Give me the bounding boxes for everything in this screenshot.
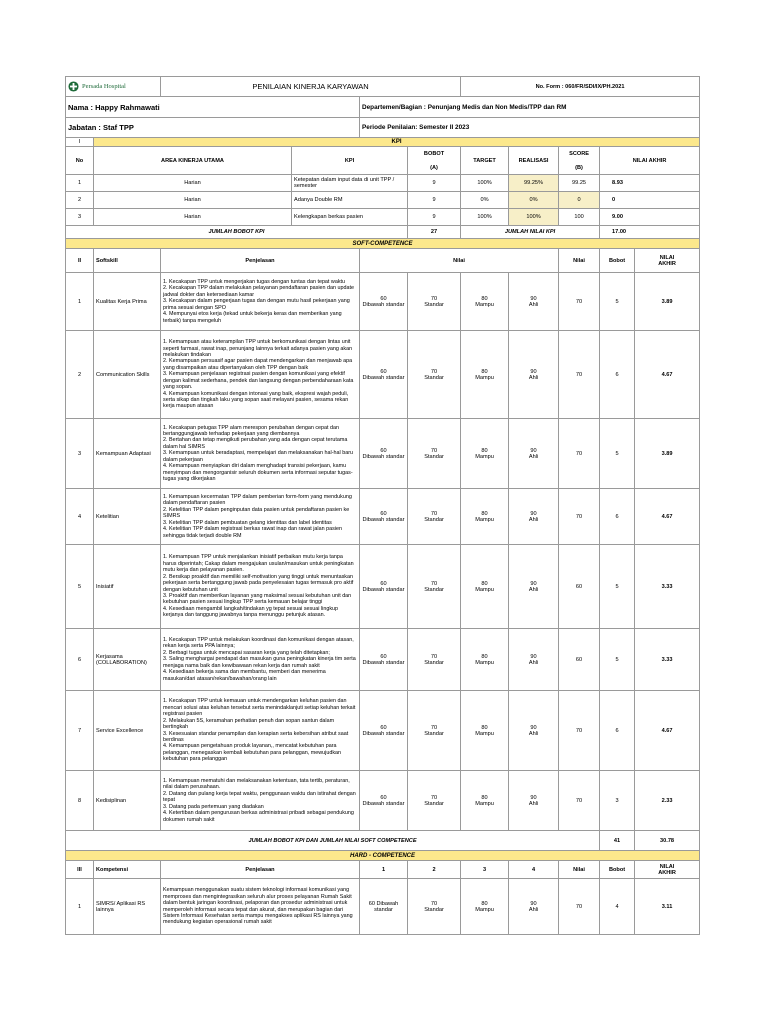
- soft-total-label: JUMLAH BOBOT KPI DAN JUMLAH NILAI SOFT COMPETENCE: [66, 831, 600, 851]
- hospital-logo: [68, 81, 158, 92]
- kpi-row-area: Harian: [94, 209, 292, 226]
- soft-section-title: SOFT-COMPETENCE: [66, 239, 700, 249]
- kpi-row-kpi: Adanya Double RM: [292, 192, 408, 209]
- kpi-total-nilai: 17.00: [600, 226, 700, 239]
- employee-department: Departemen/Bagian : Penunjang Medis dan Non Medis/TPP dan RM: [360, 97, 700, 118]
- soft-row-nilai: 70: [559, 331, 600, 419]
- hard-row-scale-2: 70 Standar: [408, 879, 461, 935]
- soft-row-no: 8: [66, 771, 94, 831]
- soft-row-description: 1. Kemampuan mematuhi dan melaksanakan ketentuan, tata tertib, peraturan, nilai dalam perusahaan. 2. Datang dan pulang kerja tepat waktu, penggunaan waktu dan istirahat dengan tepat 3. Datang pada pertemuan yang diadakan 4. Ketertiban dalam pengurusan berkas administrasi pribadi sebagai pendukung dokumen rumah sakit: [161, 771, 360, 831]
- soft-row: [66, 629, 700, 691]
- hard-col-3: 3: [461, 861, 509, 879]
- header-row: [66, 77, 700, 97]
- soft-row-description: 1. Kemampuan atau keterampilan TPP untuk berkomunikasi dengan lintas unit seperti farmasi, rawat inap, penunjang lainnya terkait adanya pasien yang akan melakukan tindakan 2. Kemampuan persuasif agar pasien dapat mendengarkan dan menjawab apa yang disampaikan atau dipertanyakan oleh TPP dengan baik 3. Kemampuan penjelasan registrasi pasien dengan komunikasi yang efektif dengan kalimat sederhana, pendek dan langsung dengan perbendaharaan kata yang sopan. 4. Kemampuan komunikasi dengan intonasi yang baik, ekspresi wajah peduli, serta sikap dan tingkah laku yang sopan saat melayani pasien, sesama rekan kerja maupun atasan: [161, 331, 360, 419]
- kpi-row: [66, 192, 700, 209]
- hard-section-number: III: [66, 861, 94, 879]
- kpi-row-target: 100%: [461, 175, 509, 192]
- soft-row-bobot: 3: [600, 771, 635, 831]
- kpi-total-nilai-label: JUMLAH NILAI KPI: [461, 226, 600, 239]
- soft-row-scale-70: 70 Standar: [408, 331, 461, 419]
- soft-col-penjelasan: Penjelasan: [161, 249, 360, 273]
- soft-row-scale-80: 80 Mampu: [461, 273, 509, 331]
- soft-row-nilai: 60: [559, 545, 600, 629]
- kpi-row-area: Harian: [94, 175, 292, 192]
- soft-row-nilai-akhir: 3.33: [635, 545, 700, 629]
- soft-row-scale-90: 90 Ahli: [509, 691, 559, 771]
- hard-row-description: Kemampuan menggunakan suatu sistem teknologi informasi komunikasi yang memproses dan mengintegrasikan seluruh alur proses pelayanan Rumah Sakit dalam bentuk jaringan koordinasi, pelaporan dan prosedur administrasi untuk memperoleh informasi secara tepat dan akurat, dan merupakan bagian dari Sistem Informasi Kesehatan serta mampu mengakses aplikasi RS lainnya yang mendukung kegiatan operasional rumah sakit: [161, 879, 360, 935]
- hard-row-scale-1: 60 Dibawah standar: [360, 879, 408, 935]
- soft-row-scale-70: 70 Standar: [408, 419, 461, 489]
- soft-total-nilai: 30.78: [635, 831, 700, 851]
- kpi-row-bobot: 9: [408, 192, 461, 209]
- soft-row-bobot: 5: [600, 273, 635, 331]
- kpi-section-title: KPI: [94, 138, 700, 147]
- form-table: [65, 76, 700, 935]
- hard-section-title: HARD - COMPETENCE: [66, 851, 700, 861]
- hard-row-scale-4: 90 Ahli: [509, 879, 559, 935]
- soft-row-scale-70: 70 Standar: [408, 273, 461, 331]
- soft-row-skill: Ketelitian: [94, 489, 161, 545]
- soft-row-no: 1: [66, 273, 94, 331]
- soft-row-description: 1. Kemampuan TPP untuk menjalankan inisiatif perbaikan mutu kerja tanpa harus diperintah; Cakap dalam mengajukan usulan/masukan untuk peningkatan mutu kerja dan pelayanan pasien. 2. Bersikap proaktif dan memiliki self-motivation yang tinggi untuk menuntaskan pekerjaan serta bertanggung jawab pada penyelesaian tugas termasuk pro aktif dengan kebutuhan unit 3. Proaktif dan memberikan layanan yang maksimal sesuai kebutuhan unit dan kebutuhan pasien sesuai lingkup TPP serta kemauan belajar tinggi 4. Kesediaan mengambil langkah/tindakan yg tepat sesuai sesuai lingkup kerjanya dan tanggung jawabnya tanpa menunggu petunjuk atasan.: [161, 545, 360, 629]
- assessment-sheet: [65, 76, 699, 935]
- soft-row-bobot: 5: [600, 419, 635, 489]
- hard-row-scale-3: 80 Mampu: [461, 879, 509, 935]
- kpi-row-target: 100%: [461, 209, 509, 226]
- soft-total-bobot: 41: [600, 831, 635, 851]
- soft-row-scale-90: 90 Ahli: [509, 771, 559, 831]
- soft-row-no: 3: [66, 419, 94, 489]
- kpi-total-bobot-label: JUMLAH BOBOT KPI: [66, 226, 408, 239]
- soft-row-nilai-akhir: 3.89: [635, 273, 700, 331]
- soft-row-description: 1. Kecakapan TPP untuk kemauan untuk mendengarkan keluhan pasien dan mencari solusi atas keluhan tersebut serta menindaklanjuti setiap keluhan terkait registrasi pasien 2. Melakukan 5S, keramahan perhatian penuh dan sopan santun dalam bertingkah 3. Kesesuaian standar penampilan dan kerapian serta kebersihan atribut saat berdinas 4. Kemampuan pengetahuan produk layanan,, mencatat kebutuhan para pelanggan, menegaskan kembali kebutuhan para pelanggan, mewujudkan kebutuhan para pelanggan: [161, 691, 360, 771]
- soft-row-description: 1. Kemampuan kecermatan TPP dalam pemberian form-form yang mendukung dalam pendaftaran pasien 2. Ketelitian TPP dalam penginputan data pasien untuk pendaftaran pasien ke SIMRS 3. Ketelitian TPP dalam pembuatan gelang identitas dan label identitas 4. Ketelitian TPP dalam registrasi berkas rawat inap dan rawat jalan pasien sehingga tidak terjadi double RM: [161, 489, 360, 545]
- soft-row-description: 1. Kecakapan petugas TPP alam merespon perubahan dengan cepat dan bertanggungjawab terhadap pekerjaan yang diembannya 2. Bertahan dan tetap mengikuti perubahan yang ada dengan cepat terutama dalam hal SIMRS 3. Kemampuan untuk beradaptasi, mempelajari dan melaksanakan hal-hal baru dalam pekerjaan 4. Kemampuan menyiapkan diri dalam menghadapi transisi pekerjaan, kamu menyimpan dan mengorganisir seluruh dokumen serta informasi seputar tugas-tugas yang dikerjakan: [161, 419, 360, 489]
- soft-row: [66, 273, 700, 331]
- kpi-row: [66, 175, 700, 192]
- soft-col-bobot: Bobot: [600, 249, 635, 273]
- hospital-name: Persada Hospital: [82, 83, 126, 90]
- soft-row-scale-80: 80 Mampu: [461, 331, 509, 419]
- soft-total-row: [66, 831, 700, 851]
- kpi-row-no: 1: [66, 175, 94, 192]
- soft-row-scale-60: 60 Dibawah standar: [360, 545, 408, 629]
- soft-row-skill: Kualitas Kerja Prima: [94, 273, 161, 331]
- kpi-row-nilai: 9.00: [600, 209, 700, 226]
- hard-row-skill: SIMRS/ Aplikasi RS lainnya: [94, 879, 161, 935]
- hard-col-bobot: Bobot: [600, 861, 635, 879]
- soft-row: [66, 771, 700, 831]
- hard-col-1: 1: [360, 861, 408, 879]
- kpi-row-area: Harian: [94, 192, 292, 209]
- kpi-row-realisasi: 99.25%: [509, 175, 559, 192]
- kpi-row-bobot: 9: [408, 209, 461, 226]
- kpi-col-area: AREA KINERJA UTAMA: [94, 147, 292, 175]
- soft-row-description: 1. Kecakapan TPP untuk melakukan koordinasi dan komunikasi dengan atasan, rekan kerja serta PPA lainnya; 2. Berbagi tugas untuk mencapai sasaran kerja yang telah ditetapkan; 3. Saling menghargai pendapat dan masukan guna peningkatan kinerja tim serta menjaga nama baik dan kewibawaan rekan kerja dan rumah sakit 4. Kesediaan bekerja sama dan membantu, memberi dan menerima masukan/dari atasan/rekan/bawahan/orang lain: [161, 629, 360, 691]
- kpi-row: [66, 209, 700, 226]
- kpi-row-no: 3: [66, 209, 94, 226]
- hard-row-nilai-akhir: 3.11: [635, 879, 700, 935]
- kpi-col-realisasi: REALISASI: [509, 147, 559, 175]
- soft-row: [66, 419, 700, 489]
- hard-row-no: 1: [66, 879, 94, 935]
- soft-row-nilai: 60: [559, 629, 600, 691]
- soft-row-nilai: 70: [559, 419, 600, 489]
- soft-row-bobot: 6: [600, 489, 635, 545]
- soft-row-scale-90: 90 Ahli: [509, 273, 559, 331]
- soft-row: [66, 691, 700, 771]
- hard-col-4: 4: [509, 861, 559, 879]
- employee-name: Nama : Happy Rahmawati: [66, 97, 360, 118]
- kpi-col-score: SCORE (B): [559, 147, 600, 175]
- hard-row-nilai: 70: [559, 879, 600, 935]
- soft-row-nilai: 70: [559, 691, 600, 771]
- hard-col-kompetensi: Kompetensi: [94, 861, 161, 879]
- soft-row-skill: Inisiatif: [94, 545, 161, 629]
- hard-col-nilai-akhir: NILAI AKHIR: [635, 861, 700, 879]
- soft-row-scale-90: 90 Ahli: [509, 545, 559, 629]
- kpi-row-score: 99.25: [559, 175, 600, 192]
- kpi-col-no: No: [66, 147, 94, 175]
- kpi-row-nilai: 0: [600, 192, 700, 209]
- kpi-col-target: TARGET: [461, 147, 509, 175]
- soft-row-bobot: 5: [600, 629, 635, 691]
- soft-row-scale-70: 70 Standar: [408, 489, 461, 545]
- soft-row-scale-80: 80 Mampu: [461, 691, 509, 771]
- soft-row-bobot: 6: [600, 691, 635, 771]
- soft-row-skill: Service Excellence: [94, 691, 161, 771]
- soft-row-scale-70: 70 Standar: [408, 545, 461, 629]
- soft-row-scale-80: 80 Mampu: [461, 629, 509, 691]
- employee-position: Jabatan : Staf TPP: [66, 118, 360, 138]
- kpi-row-kpi: Ketepatan dalam input data di unit TPP / semester: [292, 175, 408, 192]
- soft-row-skill: Kerjasama (COLLABORATION): [94, 629, 161, 691]
- soft-row-scale-60: 60 Dibawah standar: [360, 629, 408, 691]
- soft-row-nilai-akhir: 2.33: [635, 771, 700, 831]
- soft-row-scale-70: 70 Standar: [408, 629, 461, 691]
- soft-row-nilai: 70: [559, 489, 600, 545]
- kpi-row-target: 0%: [461, 192, 509, 209]
- soft-row-nilai-akhir: 3.33: [635, 629, 700, 691]
- soft-row-no: 7: [66, 691, 94, 771]
- soft-row-nilai-akhir: 4.67: [635, 691, 700, 771]
- soft-row-nilai: 70: [559, 771, 600, 831]
- soft-row-skill: Communication Skills: [94, 331, 161, 419]
- soft-row-scale-60: 60 Dibawah standar: [360, 331, 408, 419]
- hard-section-row: [66, 851, 700, 861]
- kpi-section-number: I: [66, 138, 94, 147]
- soft-row-scale-80: 80 Mampu: [461, 771, 509, 831]
- kpi-section-row: [66, 138, 700, 147]
- kpi-row-no: 2: [66, 192, 94, 209]
- kpi-row-nilai: 8.93: [600, 175, 700, 192]
- soft-row-nilai-akhir: 4.67: [635, 489, 700, 545]
- soft-row-scale-90: 90 Ahli: [509, 489, 559, 545]
- hard-row-bobot: 4: [600, 879, 635, 935]
- kpi-header-row: [66, 147, 700, 175]
- kpi-col-kpi: KPI: [292, 147, 408, 175]
- form-number: No. Form : 060/FR/SDI/IX/PH.2021: [461, 77, 700, 97]
- soft-col-nilai: Nilai: [559, 249, 600, 273]
- soft-row-skill: Kemampuan Adaptasi: [94, 419, 161, 489]
- soft-row-no: 4: [66, 489, 94, 545]
- soft-header-row: [66, 249, 700, 273]
- soft-row-scale-60: 60 Dibawah standar: [360, 691, 408, 771]
- soft-row-scale-80: 80 Mampu: [461, 419, 509, 489]
- soft-row-no: 2: [66, 331, 94, 419]
- soft-row-nilai-akhir: 3.89: [635, 419, 700, 489]
- soft-row-scale-70: 70 Standar: [408, 691, 461, 771]
- soft-row-scale-90: 90 Ahli: [509, 629, 559, 691]
- assessment-period: Periode Penilaian: Semester II 2023: [360, 118, 700, 138]
- kpi-row-realisasi: 100%: [509, 209, 559, 226]
- soft-section-row: [66, 239, 700, 249]
- soft-row-scale-60: 60 Dibawah standar: [360, 273, 408, 331]
- soft-row: [66, 331, 700, 419]
- hard-col-2: 2: [408, 861, 461, 879]
- soft-col-nilai-akhir: NILAI AKHIR: [635, 249, 700, 273]
- soft-row-description: 1. Kecakapan TPP untuk mengerjakan tugas dengan tuntas dan tepat waktu 2. Kecakapan TPP dalam melakukan pelayanan pendaftaran pasien dan update jadwal dokter dan ketersediaan kamar 3. Kecakapan dalam pengerjaan tugas dan dengan mutu hasil pekerjaan yang prima sesuai dengan SPO 4. Mempunyai etos kerja (tekad untuk bekerja keras dan memberikan yang terbaik) tanpa mengeluh: [161, 273, 360, 331]
- soft-row: [66, 489, 700, 545]
- kpi-row-kpi: Kelengkapan berkas pasien: [292, 209, 408, 226]
- identity-row: [66, 97, 700, 118]
- kpi-row-score: 0: [559, 192, 600, 209]
- kpi-total-bobot: 27: [408, 226, 461, 239]
- soft-row-bobot: 5: [600, 545, 635, 629]
- soft-col-nilai-group: Nilai: [360, 249, 559, 273]
- soft-row-scale-60: 60 Dibawah standar: [360, 419, 408, 489]
- kpi-col-nilai-akhir: NILAI AKHIR: [600, 147, 700, 175]
- soft-row-scale-90: 90 Ahli: [509, 419, 559, 489]
- kpi-row-bobot: 9: [408, 175, 461, 192]
- hospital-logo-icon: [68, 81, 79, 92]
- soft-col-skill: Softskill: [94, 249, 161, 273]
- soft-section-number: II: [66, 249, 94, 273]
- soft-row-nilai: 70: [559, 273, 600, 331]
- kpi-row-score: 100: [559, 209, 600, 226]
- soft-row-no: 5: [66, 545, 94, 629]
- soft-row-bobot: 6: [600, 331, 635, 419]
- form-title: PENILAIAN KINERJA KARYAWAN: [161, 77, 461, 97]
- soft-row-nilai-akhir: 4.67: [635, 331, 700, 419]
- soft-row-skill: Kedisiplinan: [94, 771, 161, 831]
- soft-row-scale-60: 60 Dibawah standar: [360, 489, 408, 545]
- soft-row: [66, 545, 700, 629]
- soft-row-scale-80: 80 Mampu: [461, 545, 509, 629]
- logo-cell: [66, 77, 161, 97]
- kpi-col-bobot: BOBOT (A): [408, 147, 461, 175]
- kpi-total-row: [66, 226, 700, 239]
- hard-col-nilai: Nilai: [559, 861, 600, 879]
- soft-row-scale-70: 70 Standar: [408, 771, 461, 831]
- kpi-row-realisasi: 0%: [509, 192, 559, 209]
- soft-row-no: 6: [66, 629, 94, 691]
- period-row: [66, 118, 700, 138]
- hard-col-penjelasan: Penjelasan: [161, 861, 360, 879]
- hard-header-row: [66, 861, 700, 879]
- soft-row-scale-90: 90 Ahli: [509, 331, 559, 419]
- hard-row: [66, 879, 700, 935]
- soft-row-scale-60: 60 Dibawah standar: [360, 771, 408, 831]
- soft-row-scale-80: 80 Mampu: [461, 489, 509, 545]
